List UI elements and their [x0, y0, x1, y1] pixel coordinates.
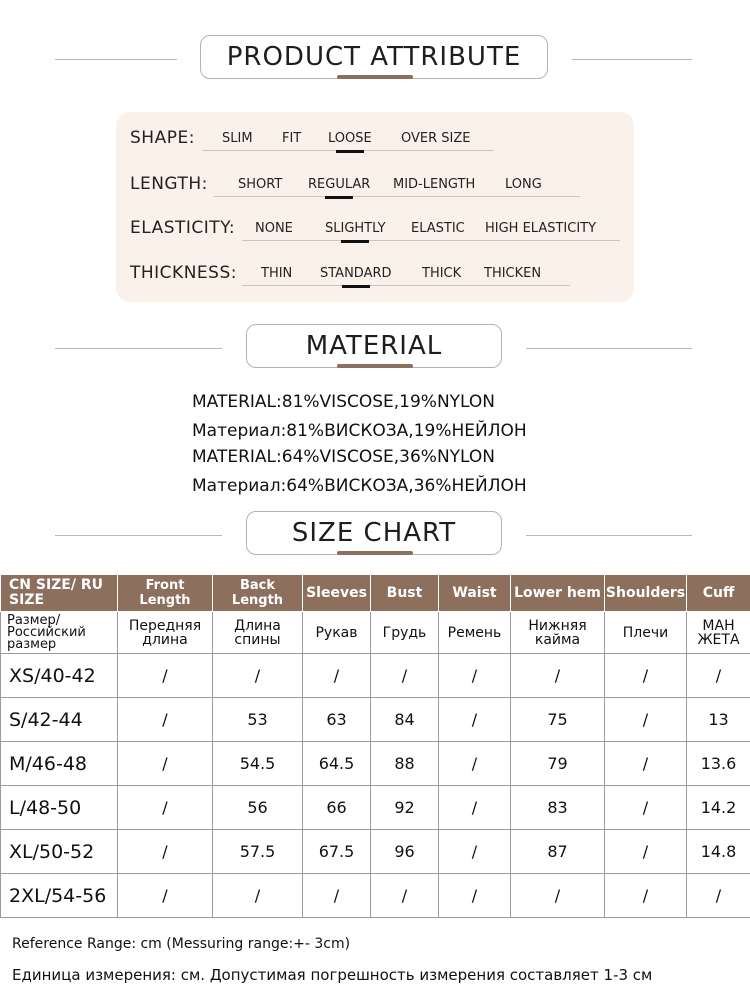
size-row — [1, 830, 750, 874]
measurement-cell: 57.5 — [213, 830, 303, 874]
divider — [526, 535, 692, 536]
measurement-cell: / — [439, 742, 511, 786]
divider — [572, 59, 692, 60]
size-row — [1, 698, 750, 742]
header-cell: Lower hem — [511, 575, 605, 612]
measurement-cell: 64.5 — [303, 742, 371, 786]
size-label-cell: 2XL/54-56 — [1, 874, 118, 918]
measurement-cell: / — [439, 874, 511, 918]
attribute-option: THICKEN — [484, 266, 542, 281]
ru-header-cell: Плечи — [605, 612, 687, 654]
measurement-cell: / — [213, 874, 303, 918]
attribute-rule — [214, 196, 580, 197]
measurement-cell: / — [605, 742, 687, 786]
measurement-cell: 56 — [213, 786, 303, 830]
size-chart-title: SIZE CHART — [246, 511, 502, 555]
measurement-cell: 54.5 — [213, 742, 303, 786]
attribute-option-selected: STANDARD — [320, 266, 392, 281]
size-row — [1, 874, 750, 918]
measurement-cell: / — [118, 742, 213, 786]
table-header-row — [1, 575, 750, 612]
divider — [55, 535, 222, 536]
material-value: 81%VISCOSE,19%NYLON — [281, 392, 496, 412]
size-label-cell: M/46-48 — [1, 742, 118, 786]
measurement-cell: 83 — [511, 786, 605, 830]
measurement-cell: / — [303, 874, 371, 918]
attribute-option: THIN — [261, 266, 293, 281]
material-line — [192, 447, 495, 467]
measurement-note-ru: Единица измерения: см. Допустимая погрешность измерения составляет 1-3 см — [12, 966, 653, 984]
measurement-cell: / — [118, 654, 213, 698]
attribute-option: LONG — [505, 177, 542, 192]
measurement-cell: / — [439, 698, 511, 742]
attribute-option: NONE — [255, 221, 293, 236]
material-label: Материал: — [192, 421, 287, 441]
measurement-cell: / — [118, 830, 213, 874]
attribute-rule — [242, 285, 570, 286]
measurement-cell: 66 — [303, 786, 371, 830]
measurement-cell: / — [605, 698, 687, 742]
header-cell: Waist — [439, 575, 511, 612]
attribute-row-thickness — [130, 263, 630, 289]
measurement-cell: / — [303, 654, 371, 698]
material-line — [192, 476, 527, 496]
attribute-row-length — [130, 174, 630, 200]
material-value: 64%VISCOSE,36%NYLON — [281, 447, 496, 467]
attribute-option: HIGH ELASTICITY — [485, 221, 597, 236]
ru-header-cell: Грудь — [371, 612, 439, 654]
measurement-cell: / — [511, 874, 605, 918]
size-label-cell: XS/40-42 — [1, 654, 118, 698]
measurement-cell: 67.5 — [303, 830, 371, 874]
measurement-cell: 79 — [511, 742, 605, 786]
divider — [55, 348, 222, 349]
measurement-cell: 13.6 — [687, 742, 750, 786]
attribute-option: THICK — [422, 266, 462, 281]
measurement-cell: 13 — [687, 698, 750, 742]
measurement-cell: / — [605, 654, 687, 698]
header-cell: CN SIZE/ RU SIZE — [1, 575, 118, 612]
size-row — [1, 786, 750, 830]
attribute-label: SHAPE: — [130, 128, 195, 148]
header-cell: Sleeves — [303, 575, 371, 612]
measurement-cell: / — [213, 654, 303, 698]
ru-header-cell: Ремень — [439, 612, 511, 654]
ru-header-cell: Нижняя кайма — [511, 612, 605, 654]
attribute-rule — [242, 240, 620, 241]
ru-header-cell: Размер/ Российский размер — [1, 612, 118, 654]
product-attribute-title: PRODUCT ATTRIBUTE — [200, 35, 548, 79]
header-cell: Shoulders — [605, 575, 687, 612]
material-label: MATERIAL: — [192, 447, 282, 467]
measurement-cell: / — [605, 874, 687, 918]
attribute-option: FIT — [282, 131, 302, 146]
attribute-option: SLIM — [222, 131, 253, 146]
attribute-row-shape — [130, 128, 630, 154]
measurement-cell: 92 — [371, 786, 439, 830]
attribute-label: THICKNESS: — [130, 263, 237, 283]
ru-header-cell: Рукав — [303, 612, 371, 654]
header-cell: Back Length — [213, 575, 303, 612]
title-underline — [337, 551, 413, 555]
attribute-option: ELASTIC — [411, 221, 465, 236]
material-value: 64%ВИСКОЗА,36%НЕЙЛОН — [286, 476, 527, 496]
measurement-cell: 14.8 — [687, 830, 750, 874]
size-row — [1, 654, 750, 698]
measurement-cell: / — [687, 654, 750, 698]
title-underline — [337, 75, 413, 79]
material-header — [0, 324, 750, 374]
size-label-cell: XL/50-52 — [1, 830, 118, 874]
measurement-cell: / — [439, 654, 511, 698]
size-row — [1, 742, 750, 786]
divider — [526, 348, 692, 349]
measurement-cell: 96 — [371, 830, 439, 874]
size-chart-header — [0, 511, 750, 561]
measurement-cell: 88 — [371, 742, 439, 786]
measurement-cell: / — [371, 654, 439, 698]
measurement-cell: / — [439, 786, 511, 830]
attribute-option: OVER SIZE — [401, 131, 471, 146]
measurement-cell: / — [439, 830, 511, 874]
measurement-cell: / — [118, 874, 213, 918]
measurement-cell: 75 — [511, 698, 605, 742]
measurement-cell: 63 — [303, 698, 371, 742]
divider — [55, 59, 177, 60]
reference-range-note: Reference Range: cm (Messuring range:+- 3cm) — [12, 936, 351, 952]
measurement-cell: / — [687, 874, 750, 918]
header-cell: Bust — [371, 575, 439, 612]
attribute-option: SHORT — [238, 177, 283, 192]
measurement-cell: / — [605, 830, 687, 874]
material-line — [192, 392, 495, 412]
material-line — [192, 421, 527, 441]
header-cell: Front Length — [118, 575, 213, 612]
size-chart-table — [0, 574, 750, 918]
attribute-label: ELASTICITY: — [130, 218, 236, 238]
ru-header-row — [1, 612, 750, 654]
measurement-cell: / — [371, 874, 439, 918]
attribute-option-selected: LOOSE — [328, 131, 372, 146]
ru-header-cell: МАН ЖЕТА — [687, 612, 750, 654]
measurement-cell: 87 — [511, 830, 605, 874]
material-label: MATERIAL: — [192, 392, 282, 412]
measurement-cell: / — [605, 786, 687, 830]
attribute-option-selected: SLIGHTLY — [325, 221, 386, 236]
ru-header-cell: Передняя длина — [118, 612, 213, 654]
measurement-cell: 84 — [371, 698, 439, 742]
measurement-cell: / — [511, 654, 605, 698]
measurement-cell: 14.2 — [687, 786, 750, 830]
size-label-cell: L/48-50 — [1, 786, 118, 830]
material-label: Материал: — [192, 476, 287, 496]
size-label-cell: S/42-44 — [1, 698, 118, 742]
measurement-cell: / — [118, 698, 213, 742]
material-value: 81%ВИСКОЗА,19%НЕЙЛОН — [286, 421, 527, 441]
product-attribute-header — [0, 35, 750, 85]
measurement-cell: 53 — [213, 698, 303, 742]
attribute-option: MID-LENGTH — [393, 177, 476, 192]
header-cell: Cuff — [687, 575, 750, 612]
ru-header-cell: Длина спины — [213, 612, 303, 654]
attribute-label: LENGTH: — [130, 174, 208, 194]
material-title: MATERIAL — [246, 324, 502, 368]
title-underline — [337, 364, 413, 368]
measurement-cell: / — [118, 786, 213, 830]
attribute-row-elasticity — [130, 218, 630, 244]
attribute-option-selected: REGULAR — [308, 177, 371, 192]
